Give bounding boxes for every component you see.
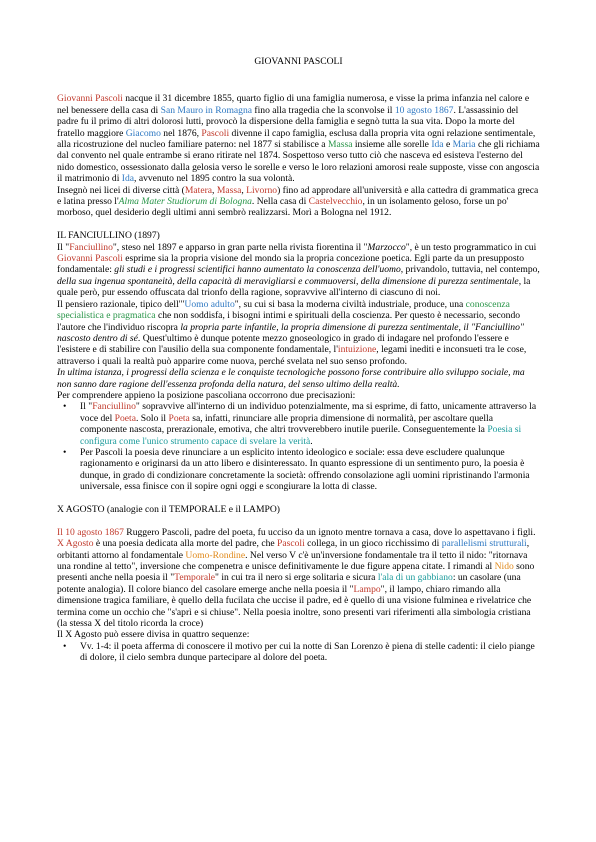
fanciullino-paragraph-4: Per comprendere appieno la posizione pascoliana occorrono due precisazioni: [57,389,356,401]
university-highlight: Alma Mater Studiorum di Bologna [118,196,252,208]
keyword-highlight: Poesia si configura come l'unico strumento capace di svelare la verità [80,424,522,447]
keyword-highlight: Fanciullino [69,241,113,253]
keyword-highlight: conoscenza specialistica e pragmatica [57,298,510,322]
name-highlight: Pascoli [277,538,305,550]
precisazioni-list [57,401,540,492]
place-highlight: Castelvecchio [308,196,363,208]
keyword-highlight: Uomo-Rondine [185,549,246,561]
place-highlight: Livorno [246,184,278,196]
name-highlight: Pascoli [201,127,230,139]
place-highlight: Massa [327,139,353,151]
keyword-highlight: l'ala di un gabbiano [377,572,453,584]
career-paragraph: Insegnò nei licei di diverse città (Matera, Massa, Livorno) fino ad approdare all'università e alla cattedra di grammatica greca e latina presso l'Alma Mater Studiorum di Bologna. Nella casa di Castelvecchio, in un isolamento geloso, forse un po' morboso, quel desiderio degli ultimi anni sembrò realizzarsi. Morì a Bologna nel 1912. [57,184,539,219]
bullet-icon: • [63,446,67,458]
name-highlight: Ida [431,139,444,151]
keyword-highlight: X Agosto [57,538,94,550]
fanciullino-paragraph-1: Il "Fanciullino", steso nel 1897 e apparso in gran parte nella rivista fiorentina il "Marzocco", è un testo programmatico in cui Giovanni Pascoli esprime sia la propria visione del mondo sia la propria concezione poetica. Egli parte da un presupposto fondamentale: gli studi e i progressi scientifici hanno aumentato la conoscenza dell'uomo, privandolo, tuttavia, nel contempo, della sua ingenua spontaneità, della capacità di meravigliarsi e commuoversi, della dimensione di purezza sentimentale, la quale però, pur essendo offuscata dal trionfo della ragione, sopravvive all'interno di ciascuno di noi. [57,241,540,299]
page-title: GIOVANNI PASCOLI [254,56,343,67]
keyword-highlight: Nido [494,561,514,573]
keyword-highlight: Uomo adulto [184,298,235,310]
bullet-icon: • [63,640,67,652]
fanciullino-paragraph-2: Il pensiero razionale, tipico dell'"Uomo adulto", su cui si basa la moderna civiltà industriale, produce, una conoscenza specialistica e pragmatica che non soddisfa, i bisogni intimi e spirituali della coscienza. Per questo è necessario, secondo l'autore che l'individuo riscopra la propria parte infantile, la propria dimensione di purezza sentimentale, il "Fanciullino" nascosto dentro di sé. Quest'ultimo è dunque potente mezzo gnoseologico in grado di indagare nel profondo l'essere e l'esistere e di stabilire con l'ausilio della sua componente fondamentale, l'intuizione, legami inediti e inconsueti tra le cose, attraverso i quali la realtà può apparire come nuova, perché svelata nel suo senso profondo. [57,298,527,367]
place-highlight: Matera [184,184,213,196]
date-highlight: Il 10 agosto 1867 [57,526,124,538]
name-highlight: Giovanni Pascoli [57,253,123,265]
place-highlight: Massa [216,184,242,196]
fanciullino-paragraph-3: In ultima istanza, i progressi della scienza e le conquiste tecnologiche possono forse contribuire allo sviluppo sociale, ma non sanno dare ragione dell'essenza profonda della natura, del senso ultimo della realtà. [57,367,525,390]
keyword-highlight: Poeta [114,412,136,424]
bullet-icon: • [63,401,67,413]
name-highlight: Giovanni Pascoli [57,93,123,105]
fanciullino-heading: IL FANCIULLINO (1897) [57,230,160,242]
keyword-highlight: Fanciullino [92,401,136,413]
sequenze-list [57,641,540,664]
keyword-highlight: Temporale [174,572,216,584]
keyword-highlight: Poeta [168,412,190,424]
agosto-heading: X AGOSTO (analogie con il TEMPORALE e il LAMPO) [57,504,280,515]
list-item: • Vv. 1-4: il poeta afferma di conoscere il motivo per cui la notte di San Lorenzo è piena di stelle cadenti: il cielo piange di dolore, il cielo sembra dunque partecipare al dolore del poeta. [63,640,535,664]
keyword-highlight: intuizione [337,344,377,356]
keyword-highlight: parallelismi strutturali [441,538,527,550]
agosto-paragraph-1: Il 10 agosto 1867 Ruggero Pascoli, padre del poeta, fu ucciso da un ignoto mentre tornava a casa, dove lo aspettavano i figli. X Agosto è una poesia dedicata alla morte del padre, che Pascoli collega, in un gioco ricchissimo di parallelismi strutturali, orbitanti attorno al fondamentale Uomo-Rondine. Nel verso V c'è un'inversione fondamentale tra il tetto il nido: "ritornava una rondine al tetto", inversione che compenetra e unisce definitivamente le due figure appena citate. I rimandi al Nido sono presenti anche nella poesia il "Temporale" in cui tra il nero si erge solitaria e sicura l'ala di un gabbiano: un casolare (una potente analogia). Il colore bianco del casolare emerge anche nella poesia il "Lampo", il lampo, chiaro rimando alla dimensione tragica familiare, è quello della fucilata che uccise il padre, ed è quello di una visione fulminea e rivelatrice che termina come un occhio che "s'aprì e si chiuse". Nella poesia inoltre, sono presenti vari riferimenti alla simbologia cristiana (la stessa X del titolo ricorda la croce) [57,526,536,630]
name-highlight: Giacomo [125,127,161,139]
date-highlight: 10 agosto 1867 [394,104,454,116]
biography-paragraph: Giovanni Pascoli nacque il 31 dicembre 1855, quarto figlio di una famiglia numerosa, e visse la prima infanzia nel calore e nel benessere della casa di San Mauro in Romagna fino alla tragedia che la sconvolse il 10 agosto 1867. L'assassinio del padre fu il primo di altri dolorosi lutti, provocò la dispersione della famiglia e segnò tutta la sua vita. Dopo la morte del fratello maggiore Giacomo nel 1876, Pascoli divenne il capo famiglia, esclusa dalla propria vita ogni relazione sentimentale, alla ricostruzione del nucleo familiare paterno: nel 1877 si stabilisce a Massa insieme alle sorelle Ida e Maria che gli richiama dal convento nel quale entrambe si erano ritirate nel 1874. Sospettoso verso tutto ciò che nasceva ed esisteva l'esterno del nido domestico, ossessionato dalla gelosia verso le sorelle e verso le loro relazioni amorosi reale supposte, visse con angoscia il matrimonio di Ida, avvenuto nel 1895 contro la sua volontà. [57,93,540,185]
list-item: • Il "Fanciullino" sopravvive all'interno di un individuo potenzialmente, ma si esprime, di fatto, unicamente attraverso la voce del Poeta. Solo il Poeta sa, infatti, rinunciare alle propria dimensione di normalità, per ascoltare quella componente nascosta, prerazionale, emotiva, che altri trovverebbero inutile puerile. Conseguentemente la Poesia si configura come l'unico strumento capace di svelare la verità. [63,401,537,447]
keyword-highlight: Lampo [353,583,381,595]
name-highlight: Maria [452,139,476,151]
place-highlight: San Mauro in Romagna [160,104,253,116]
name-highlight: Ida [121,173,135,185]
list-item: • Per Pascoli la poesia deve rinunciare a un esplicito intento ideologico e sociale: essa deve escludere qualunque ragionamento e originarsi da un atto libero e disinteressato. In quanto espressione di un sentimento puro, la poesia è dunque, in grado di condizionare concretamente la società: offrendo consolazione agli uomini ripristinando l'armonia universale, essa finisce con il sopire ogni oggi e scongiurare la lotta di classe. [63,446,530,493]
agosto-paragraph-2: Il X Agosto può essere divisa in quattro sequenze: [57,629,250,641]
